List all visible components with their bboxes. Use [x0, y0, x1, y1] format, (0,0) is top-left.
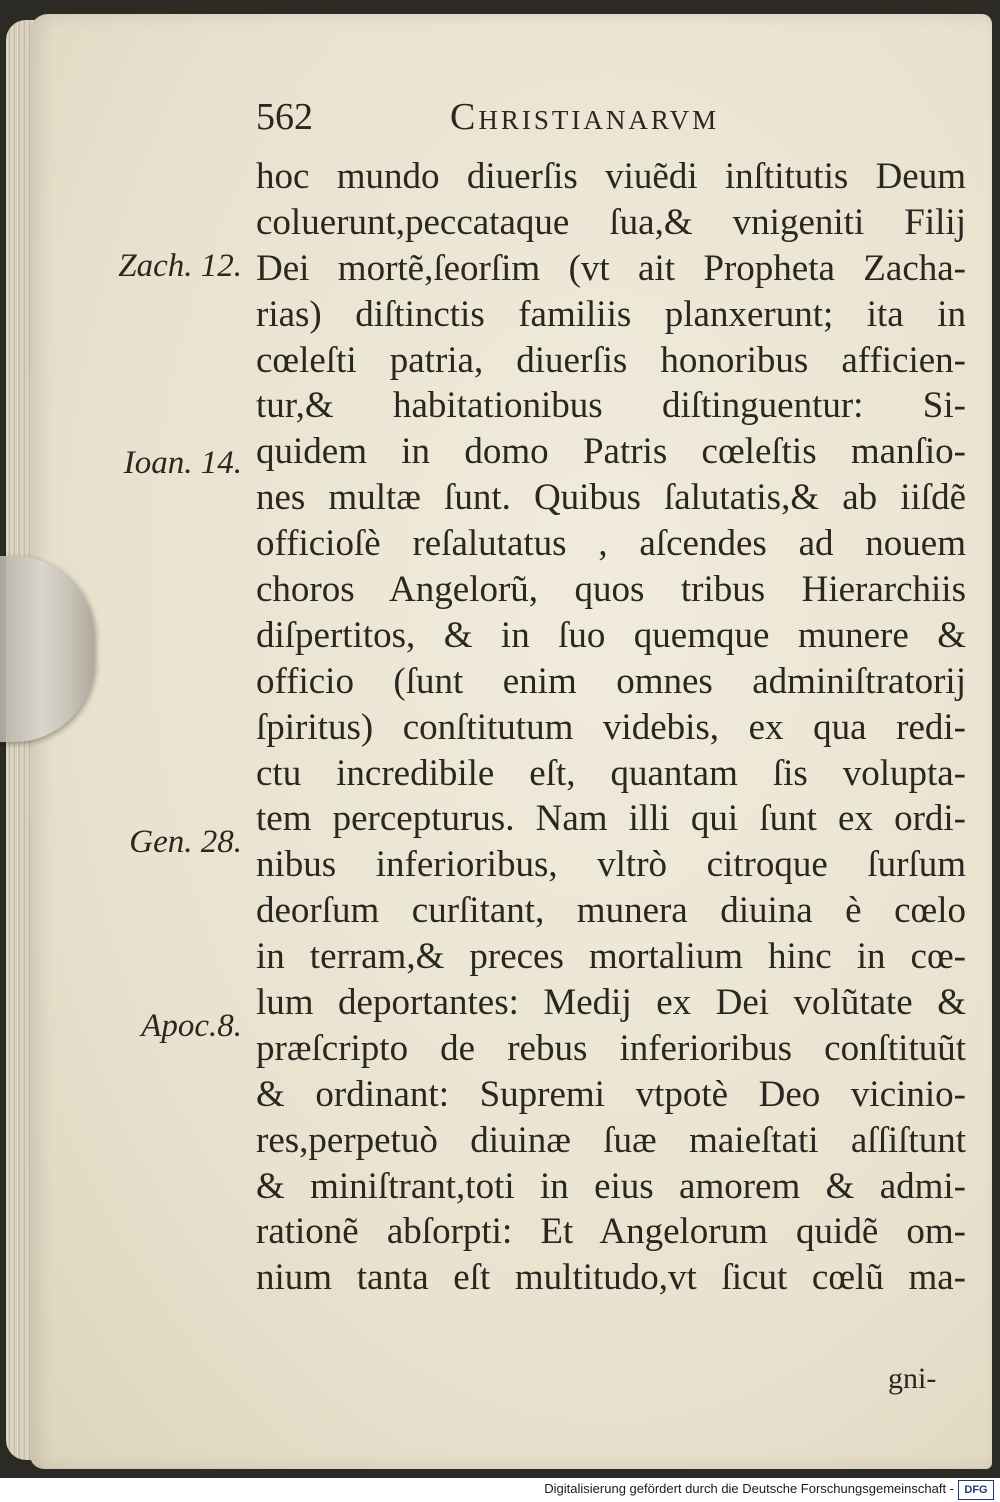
catchword: gni-	[888, 1362, 937, 1395]
marginal-note-gen: Gen. 28.	[129, 824, 242, 860]
text-line: tur,& habitationibus diſtinguentur: Si-	[256, 385, 966, 427]
text-line: officio (ſunt enim omnes adminiſtratorij	[256, 660, 966, 702]
text-line: officioſè reſalutatus , aſcendes ad nouem	[256, 523, 966, 565]
text-line: deorſum curſitant, munera diuina è cœlo	[256, 890, 966, 932]
text-line: nes multæ ſunt. Quibus ſalutatis,& ab iiſdẽ	[256, 477, 966, 519]
text-line: in terram,& preces mortalium hinc in cœ-	[256, 936, 966, 978]
page-header	[256, 92, 856, 142]
marginal-note-zach: Zach. 12.	[118, 248, 242, 284]
marginal-note-ioan: Ioan. 14.	[123, 445, 242, 481]
text-line: ctu incredibile eſt, quantam ſis volupta-	[256, 752, 966, 794]
dfg-logo: DFG	[958, 1480, 994, 1500]
text-line: rationẽ abſorpti: Et Angelorum quidẽ om-	[256, 1211, 966, 1253]
text-line: & miniſtrant,toti in eius amorem & admi-	[256, 1165, 966, 1207]
body-text	[256, 154, 966, 1301]
running-head: Christianarvm	[450, 96, 720, 138]
text-line: nium tanta eſt multitudo,vt ſicut cœlũ ma-	[256, 1257, 966, 1299]
text-line: Dei mortẽ,ſeorſim (vt ait Propheta Zacha-	[256, 247, 966, 289]
text-line: cœleſti patria, diuerſis honoribus afficien-	[256, 339, 966, 381]
footer-credit: Digitalisierung gefördert durch die Deutsche Forschungsgemeinschaft -	[544, 1481, 954, 1496]
footer-strip	[0, 1478, 1000, 1502]
page-number: 562	[256, 96, 313, 138]
text-line: diſpertitos, & in ſuo quemque munere &	[256, 614, 966, 656]
text-line: & ordinant: Supremi vtpotè Deo vicinio-	[256, 1073, 966, 1115]
text-line: lum deportantes: Medij ex Dei volũtate &	[256, 982, 966, 1024]
text-line: hoc mundo diuerſis viuẽdi inſtitutis Deum	[256, 156, 966, 197]
text-line: rias) diſtinctis familiis planxerunt; ita in	[256, 293, 966, 335]
text-line: res,perpetuò diuinæ ſuæ maieſtati aſſiſtunt	[256, 1119, 966, 1161]
marginal-note-apoc: Apoc.8.	[141, 1008, 242, 1044]
text-line: nibus inferioribus, vltrò citroque ſurſum	[256, 844, 966, 886]
text-line: præſcripto de rebus inferioribus conſtituũt	[256, 1027, 966, 1069]
text-line: quidem in domo Patris cœleſtis manſio-	[256, 431, 966, 473]
text-line: choros Angelorũ, quos tribus Hierarchiis	[256, 569, 966, 611]
text-line: tem percepturus. Nam illi qui ſunt ex ordi-	[256, 798, 966, 840]
text-line: ſpiritus) conſtitutum videbis, ex qua redi-	[256, 706, 966, 748]
text-line: coluerunt,peccataque ſua,& vnigeniti Filij	[256, 201, 966, 243]
